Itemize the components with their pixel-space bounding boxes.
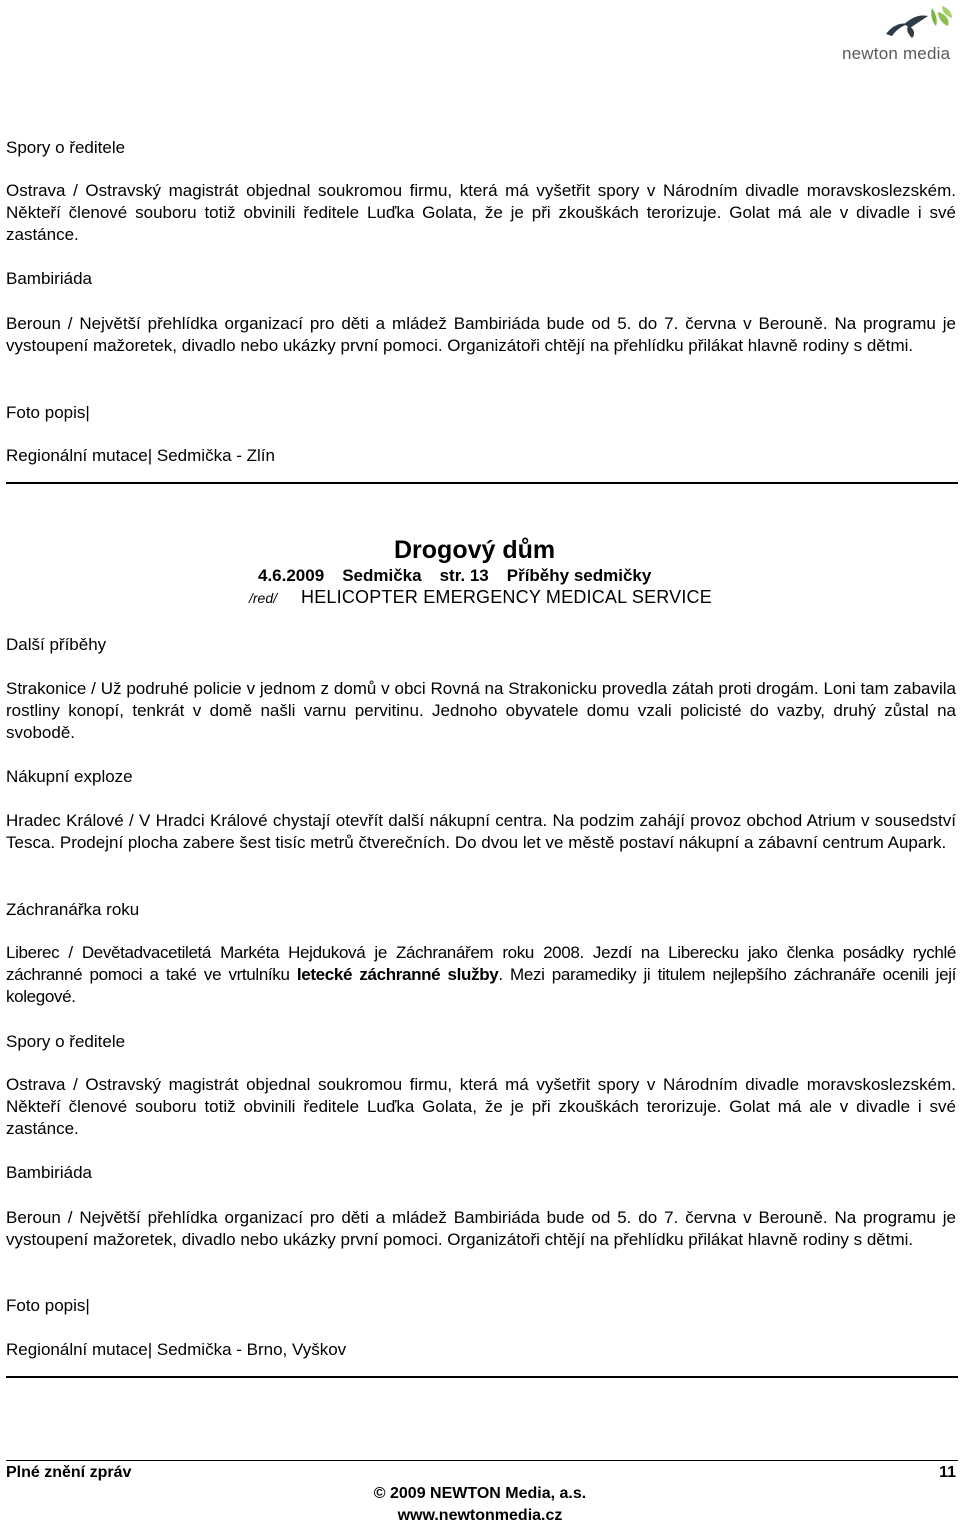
separator-rule	[6, 482, 958, 484]
heading-nakupni-exploze: Nákupní exploze	[6, 767, 133, 786]
author-tag: /red/	[249, 590, 278, 606]
footer-copyright: © 2009 NEWTON Media, a.s.	[373, 1485, 587, 1502]
article-title: Drogový dům	[394, 536, 556, 564]
paragraph-beroun-2: Beroun / Největší přehlídka organizací pro děti a mládež Bambiriáda bude od 5. do 7. června v Berouně. Na programu je vystoupení mažoretek, divadlo nebo ukázky první pomoci. Organizátoři chtějí na přehlídku přilákat hlavně rodiny s dětmi.	[6, 1208, 956, 1249]
article-author: HELICOPTER EMERGENCY MEDICAL SERVICE	[301, 587, 712, 607]
regional-variant-2: Regionální mutace| Sedmička - Brno, Vyškov	[6, 1340, 347, 1359]
paragraph-liberec-part1: Liberec / Devětadvacetiletá Markéta Hejduková je Záchranářem roku 2008. Jezdí na Liberecku jako členka posádky rychlé záchranné pomoci a také ve vrtulníku	[6, 943, 956, 984]
photo-caption-2: Foto popis|	[6, 1296, 90, 1315]
paragraph-beroun: Beroun / Největší přehlídka organizací pro děti a mládež Bambiriáda bude od 5. do 7. června v Berouně. Na programu je vystoupení mažoretek, divadlo nebo ukázky první pomoci. Organizátoři chtějí na přehlídku přilákat hlavně rodiny s dětmi.	[6, 314, 956, 355]
article-meta	[258, 566, 669, 586]
heading-zachranarka-roku: Záchranářka roku	[6, 900, 140, 919]
heading-spory-o-rediteli: Spory o ředitele	[6, 138, 126, 157]
paragraph-strakonice: Strakonice / Už podruhé policie v jednom z domů v obci Rovná na Strakonicku provedla zátah proti drogám. Loni tam zabavila rostliny konopí, tenkrát v domě našli varnu pervitinu. Jednoho obyvatele domu vzali policisté do vazby, druhý zůstal na svobodě.	[6, 679, 956, 742]
article-source: Sedmička	[342, 566, 422, 585]
logo-text: newton media	[842, 44, 951, 63]
heading-bambiriada-2: Bambiriáda	[6, 1163, 92, 1182]
paragraph-ostrava-2: Ostrava / Ostravský magistrát objednal soukromou firmu, která má vyšetřit spory v Národním divadle moravskoslezském. Někteří členové souboru totiž obvinili ředitele Luďka Golata, že je při zkouškách terorizuje. Golat má ale v divadle i své zastánce.	[6, 1075, 956, 1138]
article-section: Příběhy sedmičky	[506, 566, 652, 585]
regional-variant: Regionální mutace| Sedmička - Zlín	[6, 446, 275, 465]
separator-rule-2	[6, 1376, 958, 1378]
heading-bambiriada: Bambiriáda	[6, 269, 92, 288]
hummingbird-icon	[842, 4, 954, 44]
paragraph-liberec	[6, 942, 956, 1008]
heading-spory-o-rediteli-2: Spory o ředitele	[6, 1032, 126, 1051]
newton-media-logo	[842, 4, 954, 64]
footer-rule	[6, 1460, 958, 1461]
footer-credits	[0, 1483, 960, 1527]
article-date: 4.6.2009	[258, 566, 325, 585]
footer-title: Plné znění zpráv	[6, 1464, 132, 1481]
paragraph-liberec-bold: letecké záchranné služby	[296, 965, 499, 984]
article-page: str. 13	[439, 566, 489, 585]
paragraph-hradec-kralove: Hradec Králové / V Hradci Králové chystají otevřít další nákupní centra. Na podzim zahájí provoz obchod Atrium v sousedství Tesca. Prodejní plocha zabere šest tisíc metrů čtverečních. Do dvou let ve městě postaví nákupní a zábavní centrum Aupark.	[6, 811, 956, 852]
heading-dalsi-pribehy: Další příběhy	[6, 635, 107, 654]
paragraph-liberec-part2: . Mezi paramediky ji titulem nejlepšího záchranáře ocenili její kolegové.	[6, 965, 956, 1006]
paragraph-ostrava: Ostrava / Ostravský magistrát objednal soukromou firmu, která má vyšetřit spory v Národním divadle moravskoslezském. Někteří členové souboru totiž obvinili ředitele Luďka Golata, že je při zkouškách terorizuje. Golat má ale v divadle i své zastánce.	[6, 181, 956, 244]
footer-url: www.newtonmedia.cz	[397, 1507, 563, 1524]
page-number: 11	[939, 1464, 956, 1481]
photo-caption: Foto popis|	[6, 403, 90, 422]
